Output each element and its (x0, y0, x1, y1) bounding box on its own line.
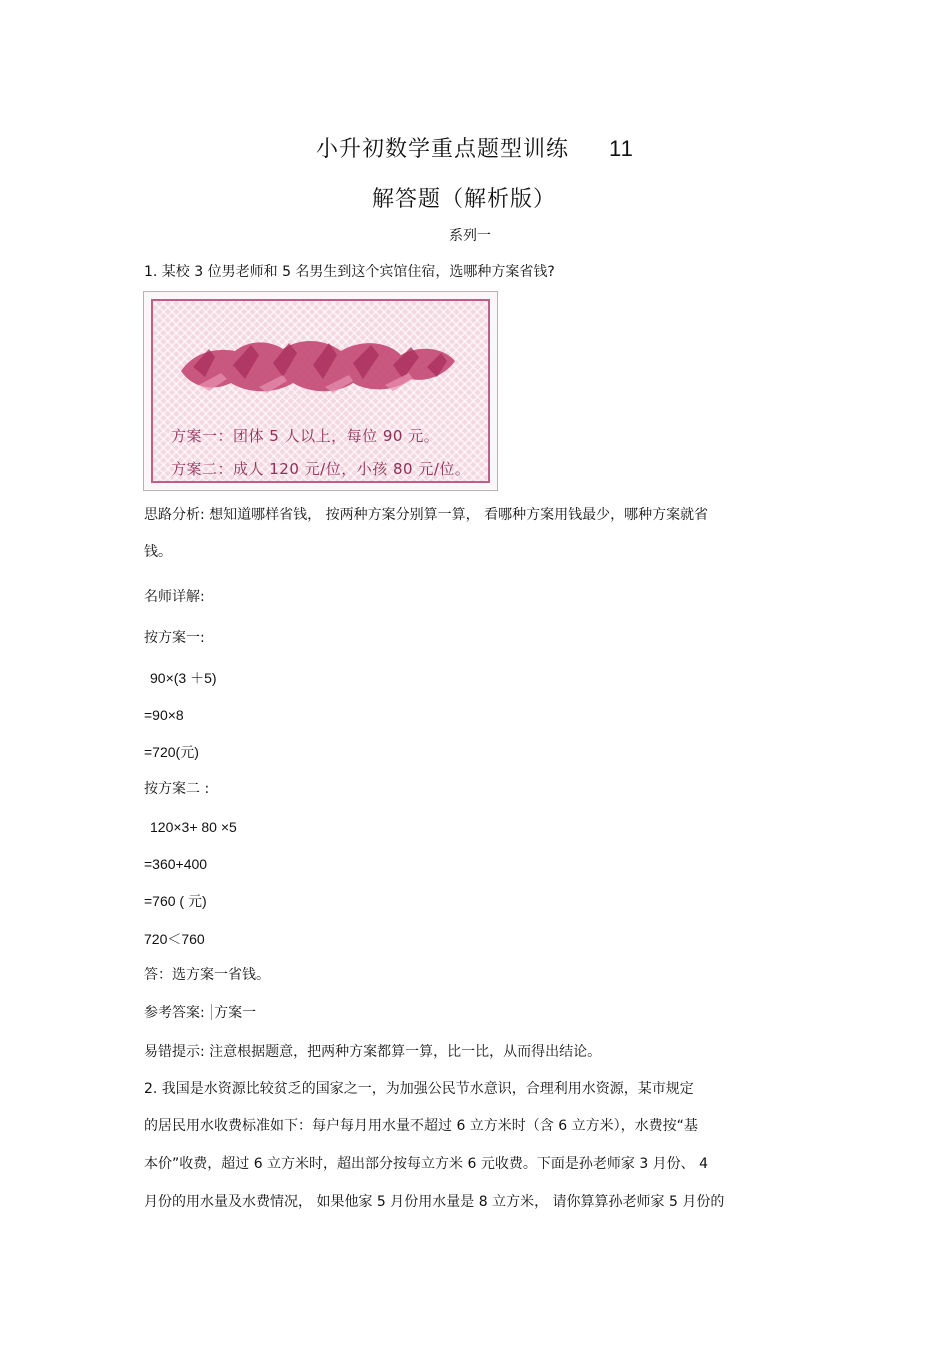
reference-answer (144, 1004, 256, 1022)
reference-answer-value: 方案一 (214, 1005, 257, 1021)
title-number: 11 (609, 136, 634, 161)
plan-1-step: =90×8 (144, 707, 184, 723)
question-2-line: 本价”收费，超过 6 立方米时，超出部分按每立方米 6 元收费。下面是孙老师家 3 月份、 4 (144, 1156, 709, 1172)
plan-2-step: =760 ( 元) (144, 893, 207, 909)
cursor-mark (211, 1004, 212, 1020)
error-tip: 易错提示: 注意根据题意，把两种方案都算一算，比一比，从而得出结论。 (144, 1044, 602, 1060)
hotel-sign-board (151, 299, 490, 483)
reference-answer-label: 参考答案: (144, 1005, 205, 1021)
question-2-line: 月份的用水量及水费情况， 如果他家 5 月份用水量是 8 立方米， 请你算算孙老师家 5 月份的 (144, 1194, 725, 1210)
answer-line: 答：选方案一省钱。 (144, 967, 270, 983)
plan-2-step: =360+400 (144, 856, 208, 872)
title-main: 小升初数学重点题型训练 (316, 137, 570, 162)
teacher-explanation-label: 名师详解: (144, 589, 205, 605)
comparison: 720＜760 (144, 931, 205, 947)
question-2-line: 的居民用水收费标准如下：每户每月用水量不超过 6 立方米时（含 6 立方米），水费按“基 (144, 1118, 698, 1134)
page-title (316, 132, 634, 163)
analysis-line-2: 钱。 (144, 544, 172, 560)
plan-1-step: 90×(3 ＋5) (150, 670, 217, 686)
plan-1-label: 按方案一: (144, 630, 205, 646)
page-subtitle: 解答题（解析版） (372, 187, 557, 212)
series-label: 系列一 (449, 228, 491, 244)
hotel-sign-image (143, 291, 498, 491)
analysis-line-1: 思路分析: 想知道哪样省钱， 按两种方案分别算一算， 看哪种方案用钱最少，哪种方案就省 (144, 507, 709, 523)
plan-2-label: 按方案二 : (144, 781, 210, 797)
plan-2-step: 120×3+ 80 ×5 (150, 819, 237, 835)
sign-plan-2: 方案二：成人 120 元/位，小孩 80 元/位。 (171, 460, 471, 478)
sign-plan-1: 方案一：团体 5 人以上，每位 90 元。 (171, 427, 440, 445)
question-1: 1. 某校 3 位男老师和 5 名男生到这个宾馆住宿，选哪种方案省钱? (144, 264, 555, 280)
question-2-line: 2. 我国是水资源比较贫乏的国家之一，为加强公民节水意识，合理利用水资源，某市规定 (144, 1081, 694, 1097)
plan-1-step: =720(元) (144, 744, 199, 760)
brush-title-graphic (175, 327, 475, 399)
